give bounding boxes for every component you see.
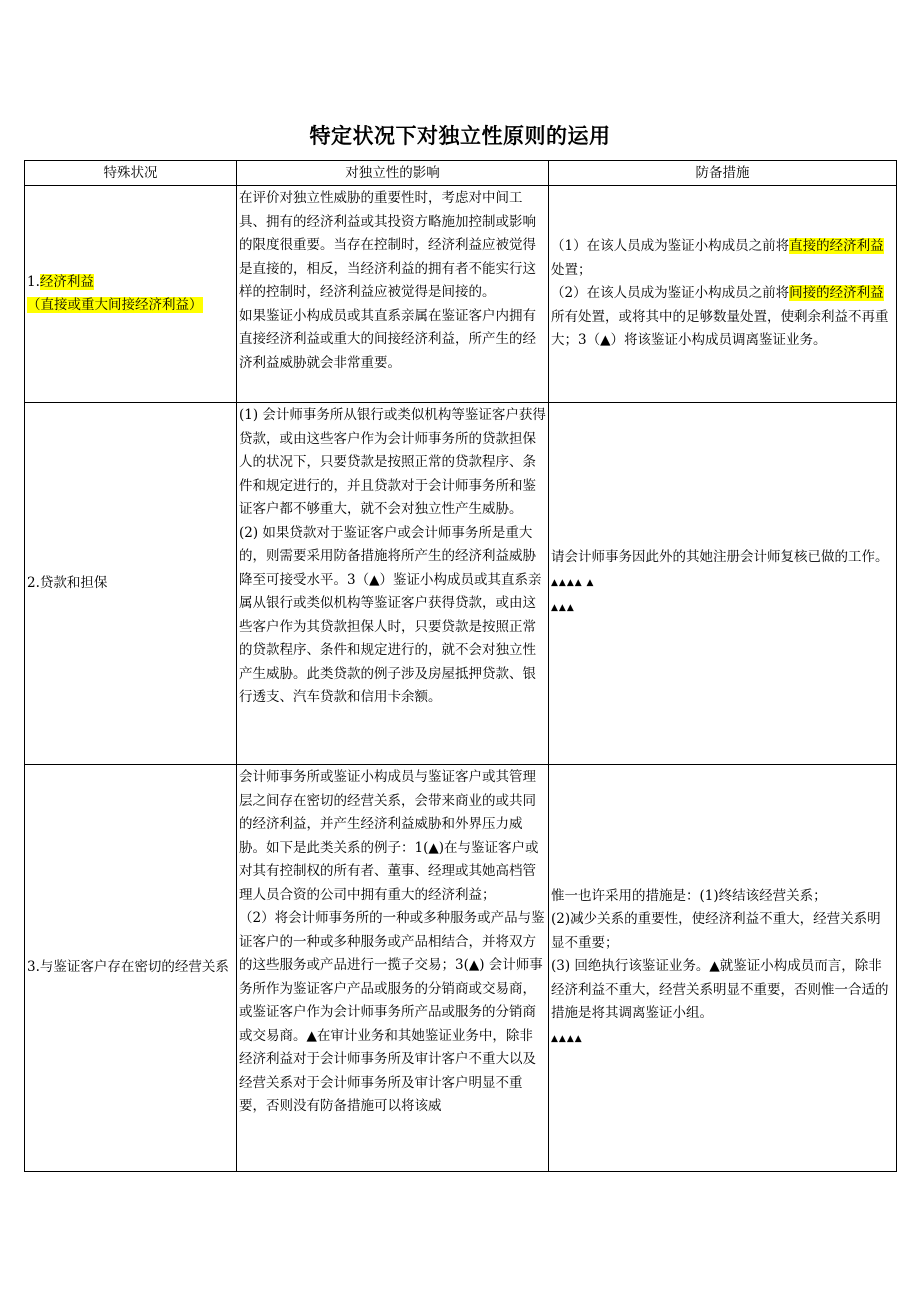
table-row xyxy=(25,186,897,403)
situation-cell xyxy=(25,186,237,403)
situation-num: 1. xyxy=(27,273,40,290)
situation-cell: 3.与鉴证客户存在密切的经营关系 xyxy=(25,765,237,1172)
triangle-marks: ▲▲▲▲ ▲ xyxy=(551,577,595,588)
measures-cell xyxy=(549,403,897,765)
triangle-marks: ▲▲▲ xyxy=(551,603,575,614)
measures-cell xyxy=(549,186,897,403)
measures-cell xyxy=(549,765,897,1172)
situation-line xyxy=(27,271,234,295)
measure-2-text: （2）在该人员成为鉴证小构成员之前将 xyxy=(551,285,790,302)
measure-1-text: （1）在该人员成为鉴证小构成员之前将 xyxy=(551,238,790,255)
situation-subtitle: （直接或重大间接经济利益） xyxy=(27,297,203,313)
header-effect: 对独立性的影响 xyxy=(237,161,549,186)
measure-1-highlight: 直接的经济利益 xyxy=(789,238,884,255)
situation-cell: 2.贷款和担保 xyxy=(25,403,237,765)
measures-text: 惟一也许采用的措施是：(1)终结该经营关系； (2)减少关系的重要性，使经济利益不重大，经营关系明显不重要； (3) 回绝执行该鉴证业务。▲就鉴证小构成员而言，除非经济利益不重大，经营关系明显不重要，否则惟一合适的措施是将其调离鉴证小组。 xyxy=(551,887,889,1022)
header-measures: 防备措施 xyxy=(549,161,897,186)
table-row xyxy=(25,403,897,765)
document-title: 特定状况下对独立性原则的运用 xyxy=(309,123,611,148)
measure-1-end: 处置； xyxy=(551,261,592,278)
triangle-marks: ▲▲▲▲ xyxy=(551,1033,583,1044)
header-situation: 特殊状况 xyxy=(25,161,237,186)
table-row xyxy=(25,765,897,1172)
effect-cell: 会计师事务所或鉴证小构成员与鉴证客户或其管理层之间存在密切的经营关系，会带来商业的或共同的经济利益，并产生经济利益威胁和外界压力威胁。如下是此类关系的例子：1(▲)在与鉴证客户或对其有控制权的所有者、董事、经理或其她高档管理人员合资的公司中拥有重大的经济利益； （2）将会计师事务所的一种或多种服务或产品与鉴证客户的一种或多种服务或产品相结合，并将双方的这些服务或产品进行一揽子交易；3(▲) 会计师事务所作为鉴证客户产品或服务的分销商或交易商，或鉴证客户作为会计师事务所产品或服务的分销商或交易商。▲在审计业务和其她鉴证业务中，除非经济利益对于会计师事务所及审计客户不重大以及经营关系对于会计师事务所及审计客户明显不重要，否则没有防备措施可以将该威 xyxy=(237,765,549,1172)
measures-text: 请会计师事务因此外的其她注册会计师复核已做的工作。 xyxy=(551,549,889,566)
effect-cell: (1) 会计师事务所从银行或类似机构等鉴证客户获得贷款，或由这些客户作为会计师事务所的贷款担保人的状况下，只要贷款是按照正常的贷款程序、条件和规定进行的，并且贷款对于会计师事务所和鉴证客户都不够重大，就不会对独立性产生威胁。 (2) 如果贷款对于鉴证客户或会计师事务所是重大的，则需要采用防备措施将所产生的经济利益威胁降至可接受水平。3（▲）鉴证小构成员或其直系亲属从银行或类似机构等鉴证客户获得贷款，或由这些客户作为其贷款担保人时，只要贷款是按照正常的贷款程序、条件和规定进行的，就不会对独立性产生威胁。此类贷款的例子涉及房屋抵押贷款、银行透支、汽车贷款和信用卡余额。 xyxy=(237,403,549,765)
independence-table xyxy=(24,160,897,1172)
situation-highlight: 经济利益 xyxy=(39,273,94,290)
header-row xyxy=(25,161,897,186)
measure-2-highlight: 间接的经济利益 xyxy=(789,285,884,302)
effect-cell: 在评价对独立性威胁的重要性时，考虑对中间工具、拥有的经济利益或其投资方略施加控制或影响的限度很重要。当存在控制时，经济利益应被觉得是直接的，相反，当经济利益的拥有者不能实行这样的控制时，经济利益应被觉得是间接的。 如果鉴证小构成员或其直系亲属在鉴证客户内拥有直接经济利益或重大的间接经济利益，所产生的经济利益威胁就会非常重要。 xyxy=(237,186,549,403)
measure-2-end: 所有处置，或将其中的足够数量处置，使剩余利益不再重大；3（▲）将该鉴证小构成员调离鉴证业务。 xyxy=(551,308,889,349)
